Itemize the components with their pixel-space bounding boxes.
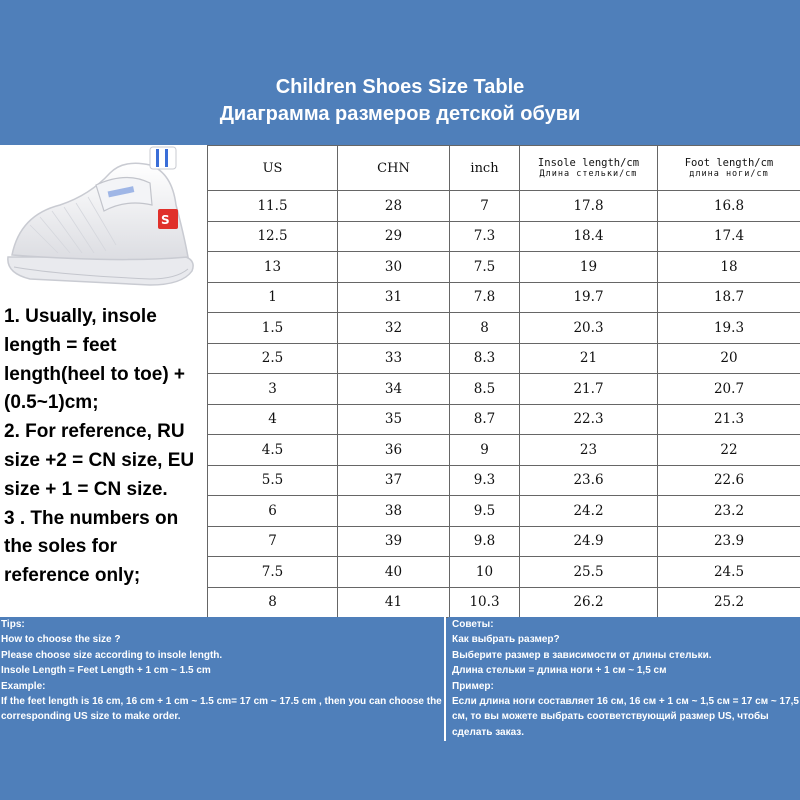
table-row <box>208 465 800 496</box>
info-panel <box>0 145 207 617</box>
cell-chn: 31 <box>338 282 450 313</box>
cell-chn: 29 <box>338 221 450 252</box>
svg-text:S: S <box>161 213 170 227</box>
cell-insole: 23.6 <box>520 465 658 496</box>
tips-en-example: Example: <box>1 680 46 692</box>
header-insole <box>520 146 658 191</box>
cell-inch: 7.3 <box>450 221 520 252</box>
cell-chn: 32 <box>338 313 450 344</box>
table-row <box>208 282 800 313</box>
cell-chn: 38 <box>338 496 450 527</box>
tips-ru-line3: Длина стельки = длина ноги + 1 см ~ 1,5 см <box>452 665 667 677</box>
cell-insole: 24.9 <box>520 526 658 557</box>
table-header-row <box>208 146 800 191</box>
tips-ru-line1: Как выбрать размер? <box>452 634 560 646</box>
cell-insole: 17.8 <box>520 191 658 222</box>
cell-insole: 21.7 <box>520 374 658 405</box>
cell-inch: 7 <box>450 191 520 222</box>
cell-us: 6 <box>208 496 338 527</box>
note-3: 3 . The numbers on the soles for reference only; <box>4 507 179 587</box>
cell-insole: 25.5 <box>520 557 658 588</box>
cell-us: 7 <box>208 526 338 557</box>
cell-insole: 21 <box>520 343 658 374</box>
cell-inch: 9.5 <box>450 496 520 527</box>
size-table <box>207 145 800 618</box>
tips-en-line4: If the feet length is 16 cm, 16 cm + 1 cm ~ 1.5 cm= 17 cm ~ 17.5 cm , then you can choose the corresponding US size to make order. <box>1 696 442 723</box>
tips-russian <box>448 617 800 741</box>
cell-inch: 9.3 <box>450 465 520 496</box>
cell-us: 12.5 <box>208 221 338 252</box>
tips-en-line3: Insole Length = Feet Length + 1 cm ~ 1.5 cm <box>1 665 211 677</box>
cell-inch: 7.5 <box>450 252 520 283</box>
cell-foot: 20 <box>658 343 800 374</box>
cell-us: 8 <box>208 587 338 618</box>
header-foot-ru: длина ноги/cm <box>689 168 769 179</box>
cell-us: 3 <box>208 374 338 405</box>
table-row <box>208 221 800 252</box>
cell-foot: 24.5 <box>658 557 800 588</box>
cell-insole: 23 <box>520 435 658 466</box>
cell-foot: 23.2 <box>658 496 800 527</box>
cell-insole: 24.2 <box>520 496 658 527</box>
header-insole-ru: Длина стельки/cm <box>539 168 638 179</box>
tips-ru-line4: Если длина ноги составляет 16 см, 16 см + 1 см ~ 1,5 см = 17 см ~ 17,5 см, то вы можете выбрать соответствующий размер US, чтобы сделать заказ. <box>452 696 799 738</box>
cell-chn: 37 <box>338 465 450 496</box>
cell-foot: 23.9 <box>658 526 800 557</box>
table-row <box>208 587 800 618</box>
cell-insole: 19 <box>520 252 658 283</box>
cell-foot: 18.7 <box>658 282 800 313</box>
table-row <box>208 435 800 466</box>
tips-en-line2: Please choose size according to insole length. <box>1 649 223 661</box>
bottom-band <box>0 741 800 800</box>
table-row <box>208 526 800 557</box>
header-foot-en: Foot length/cm <box>684 156 774 169</box>
cell-foot: 17.4 <box>658 221 800 252</box>
cell-chn: 30 <box>338 252 450 283</box>
header-chn: CHN <box>338 146 450 191</box>
cell-insole: 22.3 <box>520 404 658 435</box>
tips-en-line1: How to choose the size ? <box>1 634 121 646</box>
cell-us: 13 <box>208 252 338 283</box>
cell-chn: 36 <box>338 435 450 466</box>
title-ru: Диаграмма размеров детской обуви <box>219 103 581 125</box>
cell-chn: 40 <box>338 557 450 588</box>
cell-inch: 9 <box>450 435 520 466</box>
cell-chn: 33 <box>338 343 450 374</box>
cell-inch: 8 <box>450 313 520 344</box>
table-row <box>208 191 800 222</box>
cell-inch: 8.5 <box>450 374 520 405</box>
cell-foot: 20.7 <box>658 374 800 405</box>
cell-chn: 39 <box>338 526 450 557</box>
table-row <box>208 496 800 527</box>
table-row <box>208 404 800 435</box>
table-row <box>208 313 800 344</box>
cell-us: 1 <box>208 282 338 313</box>
cell-foot: 19.3 <box>658 313 800 344</box>
header-insole-en: Insole length/cm <box>537 156 640 169</box>
cell-foot: 22.6 <box>658 465 800 496</box>
cell-insole: 20.3 <box>520 313 658 344</box>
cell-foot: 22 <box>658 435 800 466</box>
cell-foot: 25.2 <box>658 587 800 618</box>
header-us: US <box>208 146 338 191</box>
cell-us: 11.5 <box>208 191 338 222</box>
cell-chn: 41 <box>338 587 450 618</box>
tips-english <box>0 617 446 741</box>
page-title <box>0 74 800 128</box>
cell-inch: 8.3 <box>450 343 520 374</box>
tips-en-heading: Tips: <box>1 619 25 630</box>
header-inch: inch <box>450 146 520 191</box>
tips-ru-line2: Выберите размер в зависимости от длины стельки. <box>452 649 712 661</box>
cell-foot: 16.8 <box>658 191 800 222</box>
cell-foot: 18 <box>658 252 800 283</box>
cell-chn: 34 <box>338 374 450 405</box>
table-row <box>208 252 800 283</box>
cell-chn: 35 <box>338 404 450 435</box>
cell-inch: 10 <box>450 557 520 588</box>
shoe-image <box>0 145 207 302</box>
table-row <box>208 374 800 405</box>
cell-inch: 9.8 <box>450 526 520 557</box>
header-foot <box>658 146 800 191</box>
cell-insole: 18.4 <box>520 221 658 252</box>
table-row <box>208 343 800 374</box>
cell-us: 2.5 <box>208 343 338 374</box>
table-body <box>208 191 800 618</box>
cell-insole: 26.2 <box>520 587 658 618</box>
cell-inch: 8.7 <box>450 404 520 435</box>
tips-ru-example: Пример: <box>452 680 494 692</box>
table-row <box>208 557 800 588</box>
cell-insole: 19.7 <box>520 282 658 313</box>
cell-foot: 21.3 <box>658 404 800 435</box>
cell-us: 5.5 <box>208 465 338 496</box>
cell-inch: 10.3 <box>450 587 520 618</box>
cell-chn: 28 <box>338 191 450 222</box>
note-2: 2. For reference, RU size +2 = CN size, EU size + 1 = CN size. <box>4 421 195 500</box>
cell-us: 1.5 <box>208 313 338 344</box>
cell-us: 4.5 <box>208 435 338 466</box>
tips-ru-heading: Советы: <box>452 619 494 630</box>
note-1: 1. Usually, insole length = feet length(heel to toe) + (0.5~1)cm; <box>4 306 186 414</box>
title-en: Children Shoes Size Table <box>275 76 525 98</box>
cell-us: 7.5 <box>208 557 338 588</box>
cell-us: 4 <box>208 404 338 435</box>
size-notes <box>4 303 207 591</box>
cell-inch: 7.8 <box>450 282 520 313</box>
